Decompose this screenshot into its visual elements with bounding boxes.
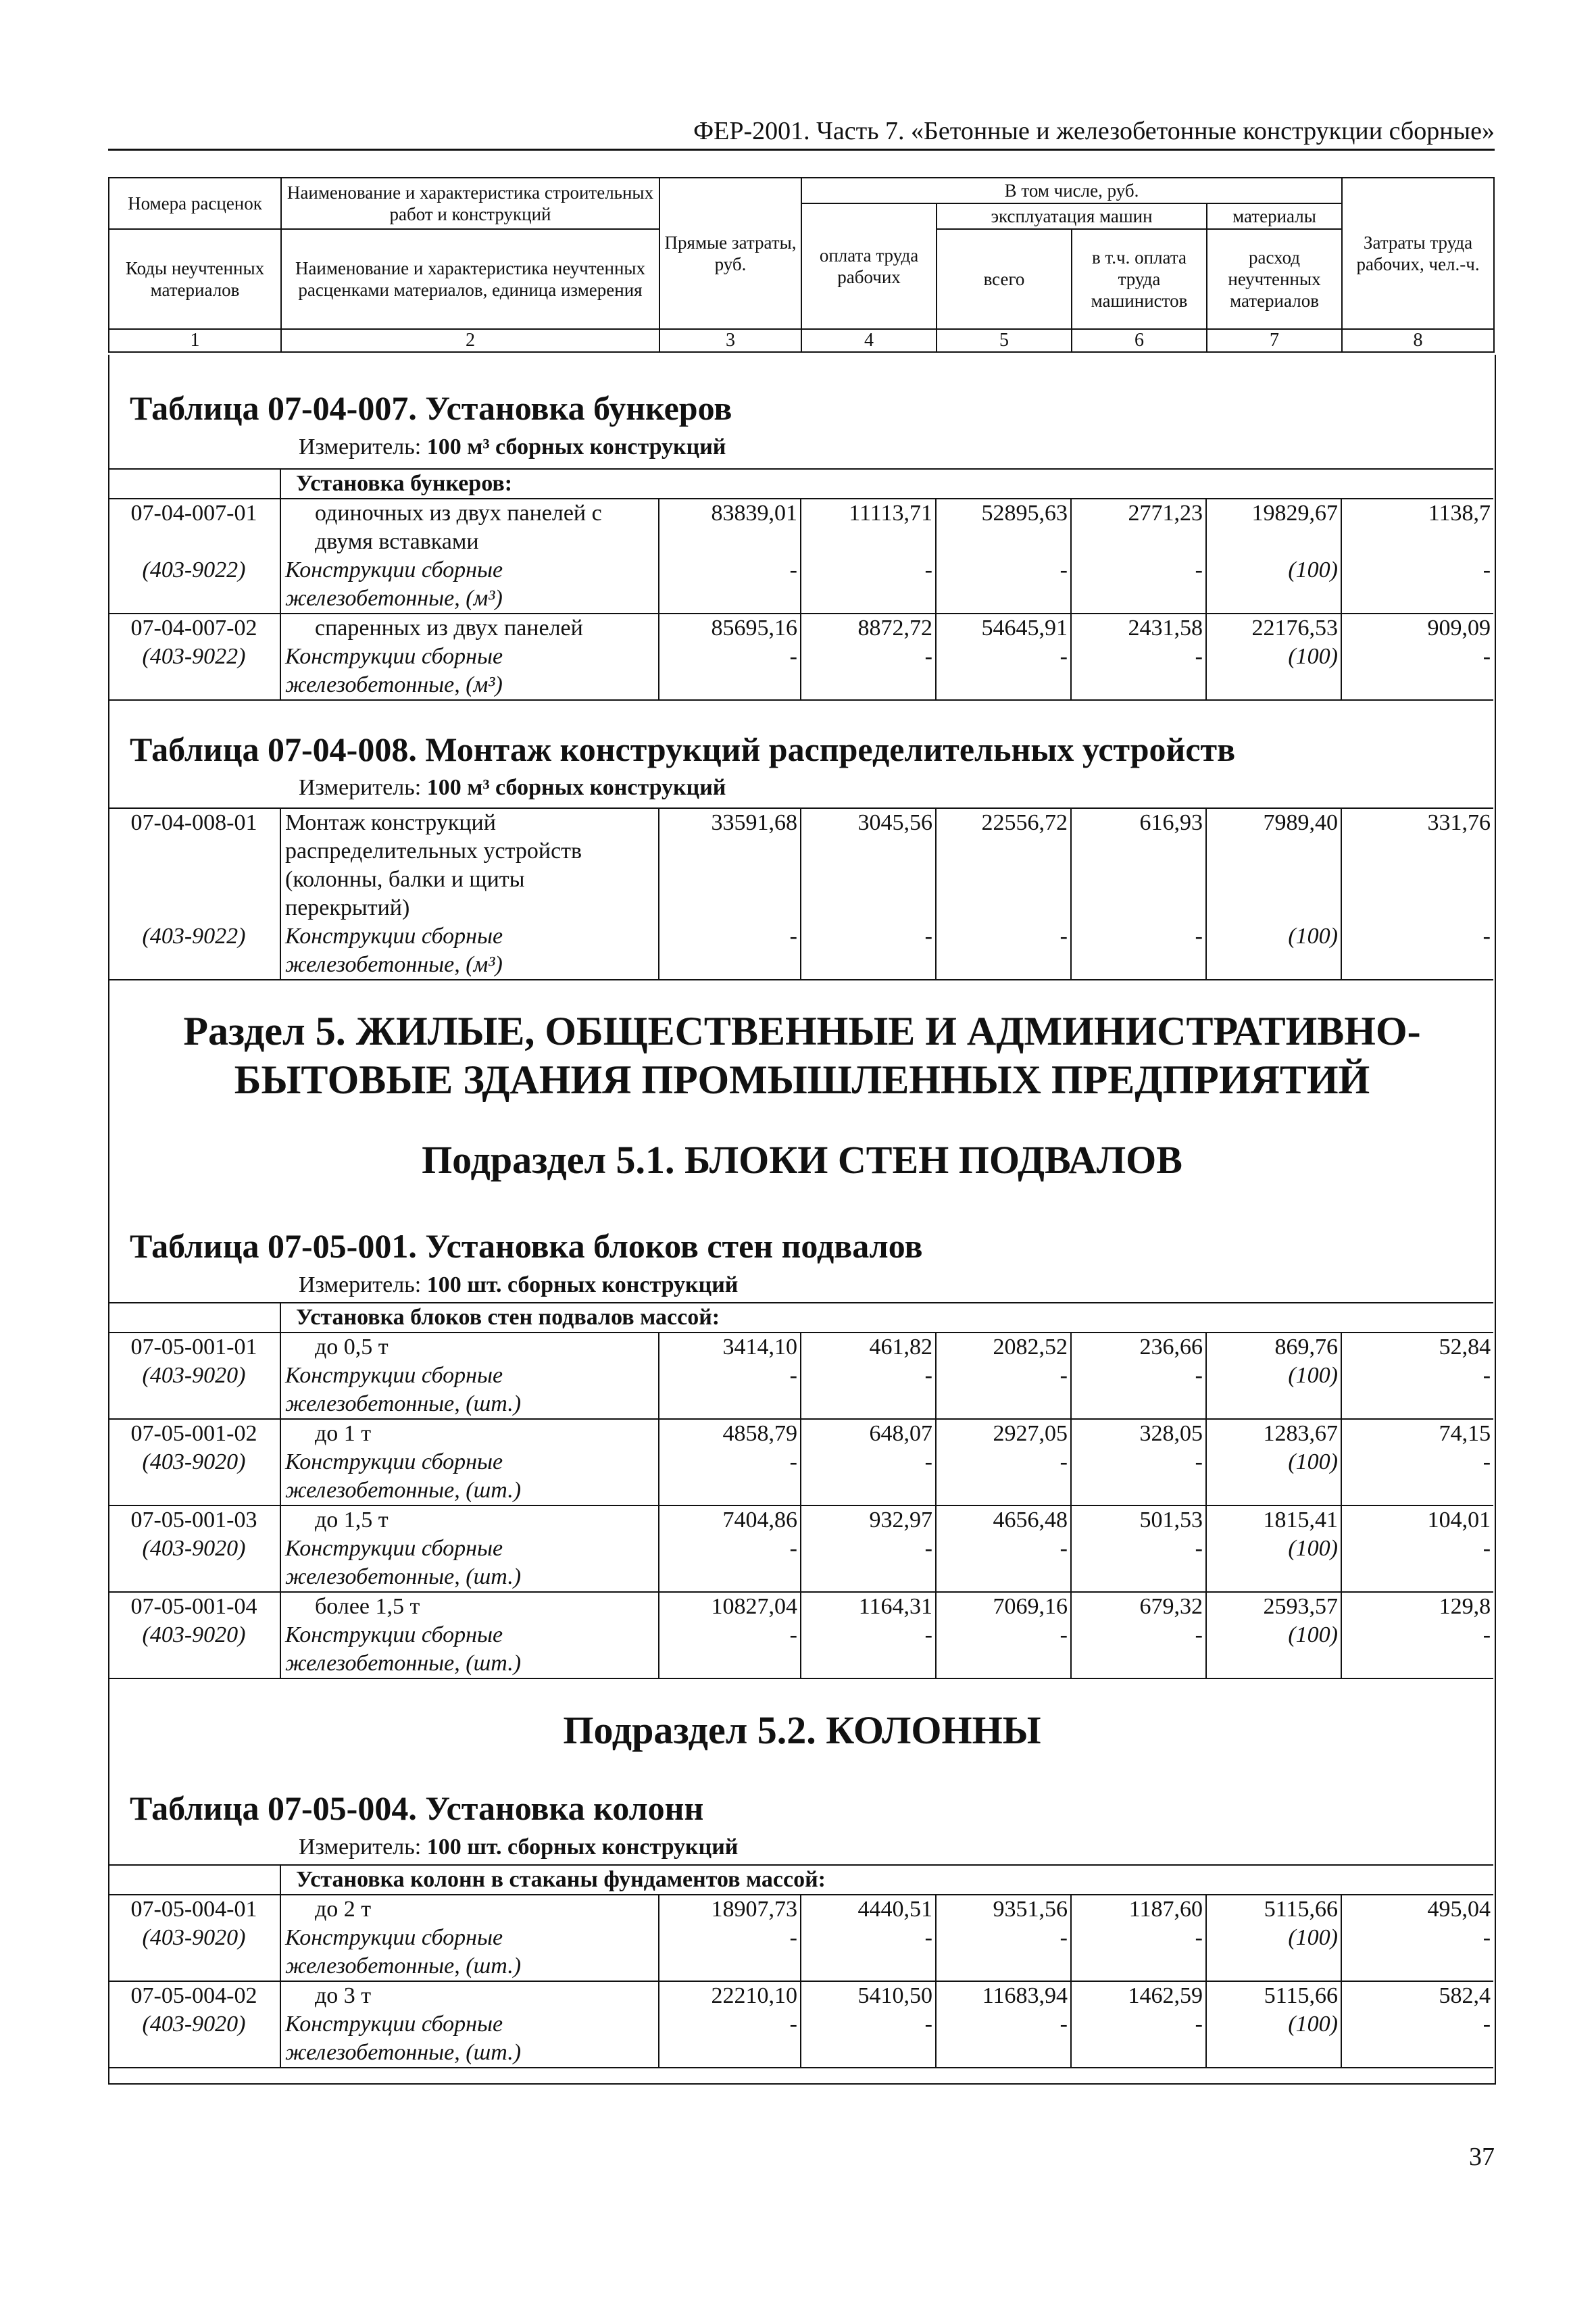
- material-row: (403-9020) Конструкции сборные железобетонные, (шт.) - - - - (100) -: [108, 1362, 1493, 1419]
- subsection-title: Подраздел 5.1. БЛОКИ СТЕН ПОДВАЛОВ: [422, 1138, 1182, 1182]
- col2-bottom-header: Наименование и характеристика неучтенных расценками материалов, единица измерения: [281, 229, 659, 329]
- table-row: 07-05-004-01 до 2 т 18907,73 4440,51 9351,56 1187,60 5115,66 495,04: [108, 1895, 1493, 1924]
- material-row: (403-9022) Конструкции сборные железобетонные, (м³) - - - - (100) -: [108, 643, 1493, 700]
- table-row: 07-05-004-02 до 3 т 22210,10 5410,50 11683,94 1462,59 5115,66 582,4: [108, 1981, 1493, 2010]
- column-header: [108, 177, 1493, 353]
- col-number: 4: [801, 329, 937, 352]
- meter: Измеритель: 100 шт. сборных конструкций: [299, 1272, 739, 1297]
- col7-header: расход неучтенных материалов: [1207, 229, 1342, 329]
- col2-top-header: Наименование и характеристика строительных работ и конструкций: [281, 178, 659, 229]
- col5-header: всего: [937, 229, 1072, 329]
- material-row: (403-9020) Конструкции сборные железобетонные, (шт.) - - - - (100) -: [108, 1924, 1493, 1981]
- table-row: 07-04-007-01 одиночных из двух панелей с двумя вставками 83839,01 11113,71 52895,63 2771,23 19829,67 1138,7: [108, 499, 1493, 556]
- material-row: (403-9020) Конструкции сборные железобетонные, (шт.) - - - - (100) -: [108, 1621, 1493, 1678]
- group-label: Установка блоков стен подвалов массой:: [280, 1303, 1493, 1333]
- section-title: Раздел 5. ЖИЛЫЕ, ОБЩЕСТВЕННЫЕ И АДМИНИСТРАТИВНО- БЫТОВЫЕ ЗДАНИЯ ПРОМЫШЛЕННЫХ ПРЕДПРИЯТИЙ: [183, 1009, 1421, 1102]
- col8-header: Затраты труда рабочих, чел.-ч.: [1342, 178, 1494, 329]
- material-row: (403-9020) Конструкции сборные железобетонные, (шт.) - - - - (100) -: [108, 1535, 1493, 1592]
- meter: Измеритель: 100 м³ сборных конструкций: [299, 775, 726, 800]
- col-number: 3: [659, 329, 801, 352]
- table-row: 07-05-001-04 более 1,5 т 10827,04 1164,31 7069,16 679,32 2593,57 129,8: [108, 1592, 1493, 1621]
- machines-header: эксплуатация машин: [937, 203, 1207, 229]
- table-body: [108, 355, 1496, 2085]
- meter: Измеритель: 100 м³ сборных конструкций: [299, 434, 726, 459]
- col1-top-header: Номера расценок: [109, 178, 281, 229]
- group-label: Установка колонн в стаканы фундаментов массой:: [280, 1865, 1493, 1895]
- material-row: (403-9020) Конструкции сборные железобетонные, (шт.) - - - - (100) -: [108, 1448, 1493, 1505]
- col3-header: Прямые затраты, руб.: [659, 178, 801, 329]
- rate-table: [108, 1864, 1493, 2068]
- table-title: Таблица 07-04-007. Установка бункеров: [130, 389, 732, 427]
- meter: Измеритель: 100 шт. сборных конструкций: [299, 1835, 739, 1860]
- table-title: Таблица 07-05-001. Установка блоков стен подвалов: [130, 1227, 923, 1265]
- col-number: 6: [1072, 329, 1207, 352]
- rate-table: [108, 807, 1493, 980]
- running-header: ФЕР-2001. Часть 7. «Бетонные и железобетонные конструкции сборные»: [108, 116, 1495, 151]
- material-row: (403-9020) Конструкции сборные железобетонные, (шт.) - - - - (100) -: [108, 2010, 1493, 2068]
- col-number: 2: [281, 329, 659, 352]
- group-label: Установка бункеров:: [280, 469, 1493, 499]
- table-title: Таблица 07-04-008. Монтаж конструкций распределительных устройств: [130, 730, 1236, 768]
- col-number: 7: [1207, 329, 1342, 352]
- table-row: 07-05-001-01 до 0,5 т 3414,10 461,82 2082,52 236,66 869,76 52,84: [108, 1333, 1493, 1362]
- page-number: 37: [1469, 2143, 1495, 2171]
- col-number: 1: [109, 329, 281, 352]
- col6-header: в т.ч. оплата труда машинистов: [1072, 229, 1207, 329]
- col-number: 5: [937, 329, 1072, 352]
- material-row: (403-9022) Конструкции сборные железобетонные, (м³) - - - - (100) -: [108, 556, 1493, 614]
- rate-table: [108, 1302, 1493, 1679]
- table-row: 07-05-001-03 до 1,5 т 7404,86 932,97 4656,48 501,53 1815,41 104,01: [108, 1505, 1493, 1535]
- table-row: 07-05-001-02 до 1 т 4858,79 648,07 2927,05 328,05 1283,67 74,15: [108, 1419, 1493, 1448]
- col-number: 8: [1342, 329, 1494, 352]
- col1-bottom-header: Коды неучтенных материалов: [109, 229, 281, 329]
- subsection-title: Подраздел 5.2. КОЛОННЫ: [563, 1708, 1041, 1752]
- group-header: В том числе, руб.: [801, 178, 1342, 203]
- table-row: 07-04-008-01 Монтаж конструкций распределительных устройств (колонны, балки и щиты перекрытий) 33591,68 3045,56 22556,72 616,93 7989,40 331,76: [108, 808, 1493, 922]
- table-row: 07-04-007-02 спаренных из двух панелей 85695,16 8872,72 54645,91 2431,58 22176,53 909,09: [108, 614, 1493, 643]
- table-title: Таблица 07-05-004. Установка колонн: [130, 1789, 704, 1827]
- materials-header: материалы: [1207, 203, 1342, 229]
- rate-table: [108, 468, 1493, 701]
- col4-header: оплата труда рабочих: [801, 203, 937, 329]
- material-row: (403-9022) Конструкции сборные железобетонные, (м³) - - - - (100) -: [108, 922, 1493, 980]
